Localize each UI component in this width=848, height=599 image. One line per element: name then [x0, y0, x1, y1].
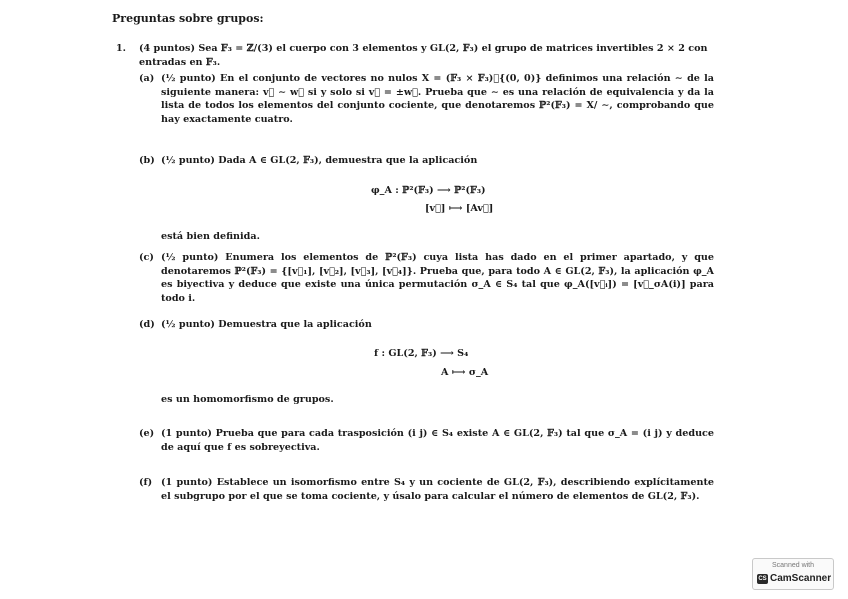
- item-f: [139, 476, 714, 503]
- item-text: (1 punto) Establece un isomorfismo entre S₄ y un cociente de GL(2, 𝔽₃), describiendo explícitamente el subgrupo por el que se toma cociente, y úsalo para calcular el número de elementos de GL(2, 𝔽₃).: [161, 477, 714, 502]
- item-label: (b): [139, 155, 155, 166]
- display-d-line1: f : GL(2, 𝔽₃) ⟶ S₄: [374, 348, 469, 359]
- item-a: [139, 72, 714, 126]
- camscanner-logo-icon: CS: [758, 576, 767, 582]
- after-d-text: es un homomorfismo de grupos.: [161, 394, 334, 405]
- display-d-line2: A ⟼ σ_A: [441, 367, 489, 378]
- problem-statement: (4 puntos) Sea 𝔽₃ = ℤ/(3) el cuerpo con 3 elementos y GL(2, 𝔽₃) el grupo de matrices invertibles 2 × 2 con entradas en 𝔽₃.: [139, 43, 708, 68]
- item-text: (½ punto) Dada A ∈ GL(2, 𝔽₃), demuestra que la aplicación: [161, 155, 478, 166]
- item-c: [139, 251, 714, 305]
- item-label: (d): [139, 319, 155, 330]
- item-label: (c): [139, 252, 154, 263]
- item-text: (½ punto) En el conjunto de vectores no nulos X = (𝔽₃ × 𝔽₃)∖{(0, 0)} definimos una relación ∼ de la siguiente manera: v⃗ ∼ w⃗ si y solo si v⃗ = ±w⃗. Prueba que ∼ es una relación de equivalencia y da la lista de todos los elementos del conjunto cociente, que denotaremos ℙ²(𝔽₃) = X/ ∼, comprobando que hay exactamente cuatro.: [161, 73, 714, 125]
- item-label: (e): [139, 428, 155, 439]
- page-title: Preguntas sobre grupos:: [112, 12, 264, 25]
- display-b-line2: [v⃗] ⟼ [Av⃗]: [425, 203, 494, 214]
- after-b-text: está bien definida.: [161, 231, 260, 242]
- item-d: [139, 318, 714, 332]
- item-text: (1 punto) Prueba que para cada trasposición (i j) ∈ S₄ existe A ∈ GL(2, 𝔽₃) tal que σ_A = (i j) y deduce de aquí que f es sobreyectiva.: [161, 428, 714, 453]
- problem-number: 1.: [116, 43, 127, 54]
- item-b: [139, 154, 714, 168]
- item-text: (½ punto) Demuestra que la aplicación: [161, 319, 372, 330]
- camscanner-badge: [752, 558, 834, 590]
- display-b-line1: φ_A : ℙ²(𝔽₃) ⟶ ℙ²(𝔽₃): [371, 185, 486, 196]
- item-label: (f): [139, 477, 153, 488]
- badge-brand: CamScanner: [770, 573, 832, 584]
- badge-caption: Scanned with: [771, 562, 815, 569]
- item-e: [139, 427, 714, 454]
- item-label: (a): [139, 73, 155, 84]
- item-text: (½ punto) Enumera los elementos de ℙ²(𝔽₃) cuya lista has dado en el primer apartado, y que denotaremos ℙ²(𝔽₃) = {[v⃗₁], [v⃗₂], [v⃗₃], [v⃗₄]}. Prueba que, para todo A ∈ GL(2, 𝔽₃), la aplicación φ_A es biyectiva y deduce que existe una única permutación σ_A ∈ S₄ tal que φ_A([v⃗ᵢ]) = [v⃗_σA(i)] para todo i.: [161, 252, 714, 304]
